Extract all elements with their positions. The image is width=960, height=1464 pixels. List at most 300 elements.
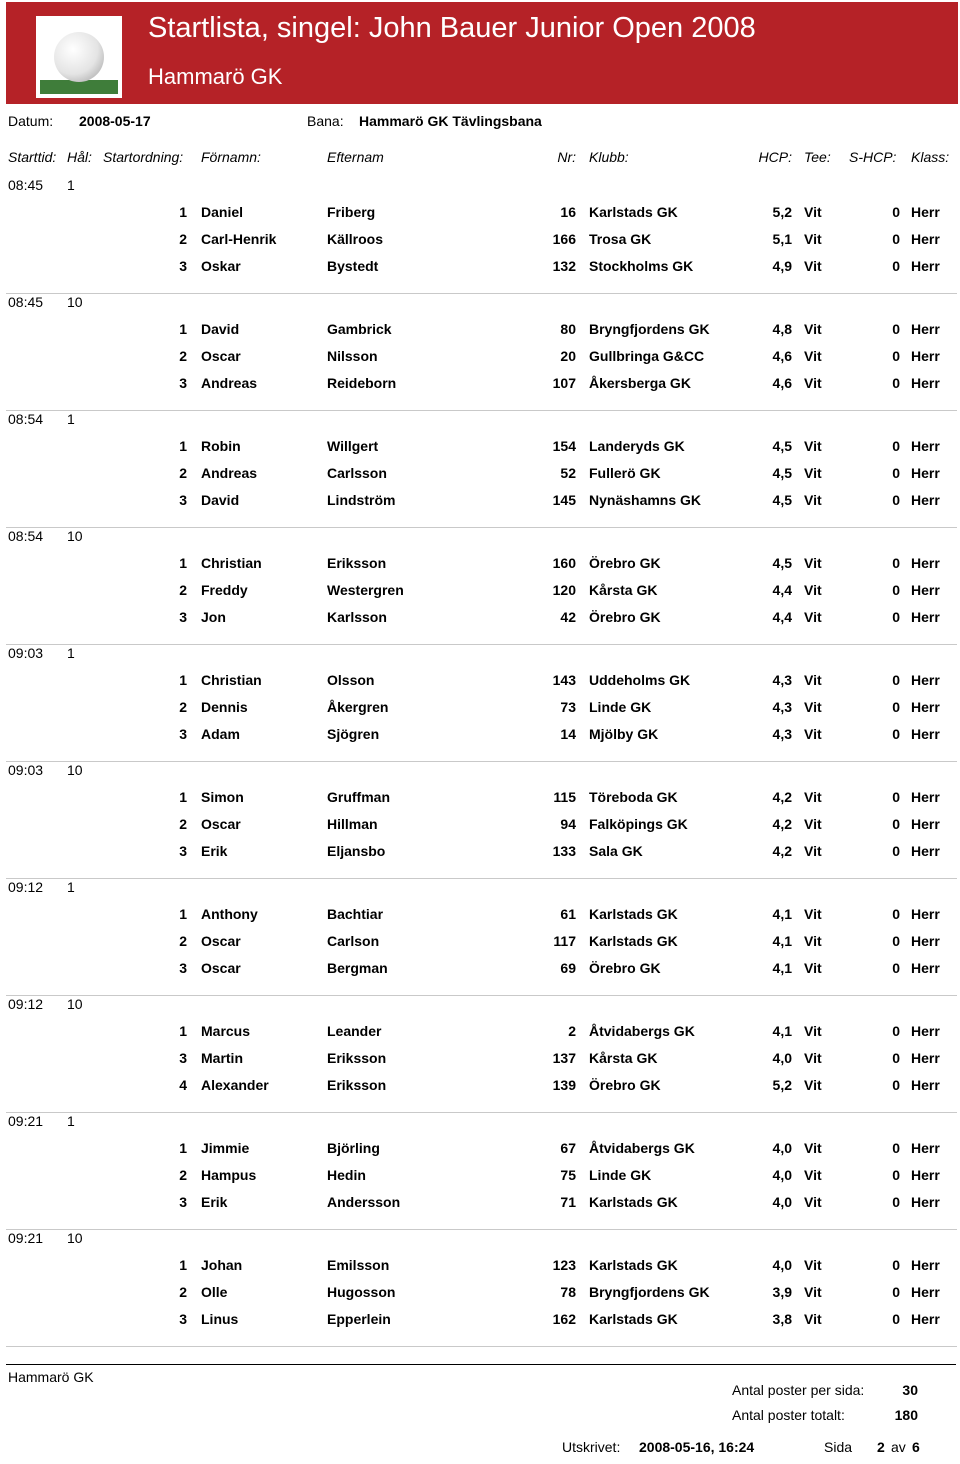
player-klubb: Linde GK xyxy=(589,1167,652,1183)
printed-value: 2008-05-16, 16:24 xyxy=(639,1439,755,1455)
player-klubb: Åtvidabergs GK xyxy=(589,1023,695,1039)
player-tee: Vit xyxy=(804,1140,822,1156)
group-start-hole: 10 xyxy=(67,294,83,310)
player-klass: Herr xyxy=(911,1257,940,1273)
player-hcp: 4,0 xyxy=(772,1050,792,1066)
player-klass: Herr xyxy=(911,1311,940,1327)
player-en: Bystedt xyxy=(327,258,379,274)
datum-label: Datum: xyxy=(8,113,54,129)
col-klass: Klass: xyxy=(911,149,950,165)
player-tee: Vit xyxy=(804,348,822,364)
player-en: Carlsson xyxy=(327,465,387,481)
player-shcp: 0 xyxy=(892,258,900,274)
player-hcp: 4,8 xyxy=(772,321,792,337)
player-tee: Vit xyxy=(804,816,822,832)
player-row xyxy=(0,258,960,276)
player-ord: 1 xyxy=(179,789,187,805)
tee-time-group xyxy=(0,177,960,294)
player-klass: Herr xyxy=(911,438,940,454)
player-en: Eriksson xyxy=(327,555,387,571)
player-hcp: 4,4 xyxy=(772,609,792,625)
player-hcp: 5,1 xyxy=(772,231,792,247)
player-klubb: Stockholms GK xyxy=(589,258,694,274)
page-total: 6 xyxy=(912,1439,920,1455)
player-tee: Vit xyxy=(804,1077,822,1093)
player-row xyxy=(0,726,960,744)
player-hcp: 4,0 xyxy=(772,1194,792,1210)
player-nr: 133 xyxy=(552,843,576,859)
tee-time-group xyxy=(0,294,960,411)
player-hcp: 4,2 xyxy=(772,843,792,859)
player-klass: Herr xyxy=(911,906,940,922)
player-tee: Vit xyxy=(804,1257,822,1273)
col-hal: Hål: xyxy=(67,149,92,165)
tee-time-group xyxy=(0,411,960,528)
player-ord: 2 xyxy=(179,1167,187,1183)
player-row xyxy=(0,348,960,366)
player-klubb: Kårsta GK xyxy=(589,1050,658,1066)
player-row xyxy=(0,321,960,339)
player-fn: Andreas xyxy=(201,375,258,391)
group-separator xyxy=(6,1346,957,1347)
player-hcp: 4,6 xyxy=(772,375,792,391)
player-ord: 2 xyxy=(179,231,187,247)
player-klass: Herr xyxy=(911,1284,940,1300)
group-start-hole: 1 xyxy=(67,1113,75,1129)
player-fn: Hampus xyxy=(201,1167,257,1183)
player-row xyxy=(0,438,960,456)
player-tee: Vit xyxy=(804,1023,822,1039)
player-ord: 1 xyxy=(179,1023,187,1039)
player-row xyxy=(0,1167,960,1185)
page-header xyxy=(6,2,958,104)
player-fn: David xyxy=(201,492,240,508)
player-en: Eljansbo xyxy=(327,843,386,859)
player-nr: 16 xyxy=(560,204,576,220)
col-tee: Tee: xyxy=(804,149,831,165)
player-nr: 73 xyxy=(560,699,576,715)
player-ord: 2 xyxy=(179,582,187,598)
player-klubb: Örebro GK xyxy=(589,960,661,976)
player-fn: Oscar xyxy=(201,816,241,832)
player-row xyxy=(0,960,960,978)
player-shcp: 0 xyxy=(892,816,900,832)
group-start-hole: 10 xyxy=(67,528,83,544)
group-start-time: 08:45 xyxy=(8,294,44,310)
player-shcp: 0 xyxy=(892,789,900,805)
player-ord: 3 xyxy=(179,609,187,625)
player-hcp: 4,1 xyxy=(772,960,792,976)
player-fn: Marcus xyxy=(201,1023,251,1039)
tee-time-group xyxy=(0,879,960,996)
group-start-hole: 10 xyxy=(67,1230,83,1246)
player-shcp: 0 xyxy=(892,1284,900,1300)
player-tee: Vit xyxy=(804,1167,822,1183)
player-fn: Martin xyxy=(201,1050,243,1066)
group-start-time: 09:21 xyxy=(8,1230,44,1246)
player-hcp: 4,9 xyxy=(772,258,792,274)
player-shcp: 0 xyxy=(892,672,900,688)
player-nr: 123 xyxy=(552,1257,576,1273)
player-hcp: 4,3 xyxy=(772,672,792,688)
player-fn: Oscar xyxy=(201,348,241,364)
player-ord: 2 xyxy=(179,465,187,481)
player-shcp: 0 xyxy=(892,1194,900,1210)
player-ord: 1 xyxy=(179,204,187,220)
player-ord: 3 xyxy=(179,258,187,274)
player-hcp: 4,5 xyxy=(772,492,792,508)
player-klass: Herr xyxy=(911,1167,940,1183)
player-hcp: 4,5 xyxy=(772,438,792,454)
player-klass: Herr xyxy=(911,1050,940,1066)
page-title: Startlista, singel: John Bauer Junior Open 2008 xyxy=(148,12,756,44)
group-start-hole: 1 xyxy=(67,645,75,661)
player-klubb: Bryngfjordens GK xyxy=(589,321,710,337)
player-en: Gruffman xyxy=(327,789,390,805)
player-hcp: 4,5 xyxy=(772,555,792,571)
player-tee: Vit xyxy=(804,843,822,859)
player-klubb: Töreboda GK xyxy=(589,789,678,805)
player-row xyxy=(0,555,960,573)
player-row xyxy=(0,231,960,249)
player-shcp: 0 xyxy=(892,1140,900,1156)
player-ord: 3 xyxy=(179,1194,187,1210)
player-nr: 117 xyxy=(553,933,576,949)
player-ord: 3 xyxy=(179,1050,187,1066)
footer-divider xyxy=(6,1364,956,1365)
player-tee: Vit xyxy=(804,1050,822,1066)
tee-time-group xyxy=(0,645,960,762)
player-nr: 2 xyxy=(568,1023,576,1039)
player-shcp: 0 xyxy=(892,960,900,976)
player-tee: Vit xyxy=(804,204,822,220)
player-en: Hillman xyxy=(327,816,378,832)
player-klubb: Bryngfjordens GK xyxy=(589,1284,710,1300)
player-ord: 1 xyxy=(179,672,187,688)
page-current: 2 xyxy=(877,1439,885,1455)
per-page-value: 30 xyxy=(902,1382,918,1398)
player-ord: 1 xyxy=(179,555,187,571)
player-shcp: 0 xyxy=(892,348,900,364)
player-hcp: 4,0 xyxy=(772,1140,792,1156)
logo-golf-ball xyxy=(54,32,104,82)
player-row xyxy=(0,699,960,717)
col-starttid: Starttid: xyxy=(8,149,57,165)
player-en: Lindström xyxy=(327,492,396,508)
player-row xyxy=(0,1023,960,1041)
player-ord: 1 xyxy=(179,1140,187,1156)
player-klass: Herr xyxy=(911,843,940,859)
player-tee: Vit xyxy=(804,672,822,688)
player-shcp: 0 xyxy=(892,1077,900,1093)
player-en: Olsson xyxy=(327,672,375,688)
player-shcp: 0 xyxy=(892,843,900,859)
printed-label: Utskrivet: xyxy=(562,1439,621,1455)
col-fornamn: Förnamn: xyxy=(201,149,261,165)
player-klass: Herr xyxy=(911,465,940,481)
player-shcp: 0 xyxy=(892,231,900,247)
player-row xyxy=(0,933,960,951)
player-klubb: Gullbringa G&CC xyxy=(589,348,705,364)
player-klass: Herr xyxy=(911,699,940,715)
player-tee: Vit xyxy=(804,1284,822,1300)
player-fn: Olle xyxy=(201,1284,228,1300)
group-start-time: 09:21 xyxy=(8,1113,44,1129)
player-en: Hugosson xyxy=(327,1284,396,1300)
player-row xyxy=(0,843,960,861)
player-klubb: Karlstads GK xyxy=(589,1194,678,1210)
player-ord: 3 xyxy=(179,960,187,976)
player-hcp: 4,1 xyxy=(772,906,792,922)
player-klubb: Kårsta GK xyxy=(589,582,658,598)
player-row xyxy=(0,1140,960,1158)
group-start-time: 08:45 xyxy=(8,177,44,193)
player-nr: 52 xyxy=(560,465,576,481)
player-klubb: Karlstads GK xyxy=(589,1311,678,1327)
player-fn: Robin xyxy=(201,438,241,454)
player-klubb: Uddeholms GK xyxy=(589,672,691,688)
player-klubb: Landeryds GK xyxy=(589,438,685,454)
player-tee: Vit xyxy=(804,258,822,274)
player-tee: Vit xyxy=(804,582,822,598)
player-klubb: Mjölby GK xyxy=(589,726,659,742)
player-nr: 162 xyxy=(552,1311,576,1327)
page-label: Sida xyxy=(824,1439,853,1455)
tee-time-group xyxy=(0,528,960,645)
player-fn: Dennis xyxy=(201,699,248,715)
player-klubb: Åtvidabergs GK xyxy=(589,1140,695,1156)
player-fn: Freddy xyxy=(201,582,248,598)
player-row xyxy=(0,1311,960,1329)
player-klass: Herr xyxy=(911,672,940,688)
player-tee: Vit xyxy=(804,699,822,715)
player-en: Bachtiar xyxy=(327,906,384,922)
player-shcp: 0 xyxy=(892,204,900,220)
player-fn: Erik xyxy=(201,843,228,859)
player-row xyxy=(0,465,960,483)
player-nr: 166 xyxy=(552,231,576,247)
player-nr: 71 xyxy=(560,1194,576,1210)
player-klubb: Karlstads GK xyxy=(589,906,678,922)
player-hcp: 4,0 xyxy=(772,1257,792,1273)
group-start-hole: 1 xyxy=(67,411,75,427)
player-shcp: 0 xyxy=(892,375,900,391)
player-shcp: 0 xyxy=(892,582,900,598)
player-fn: Carl-Henrik xyxy=(201,231,277,247)
player-shcp: 0 xyxy=(892,726,900,742)
player-nr: 139 xyxy=(552,1077,576,1093)
player-en: Karlsson xyxy=(327,609,387,625)
player-shcp: 0 xyxy=(892,321,900,337)
player-klass: Herr xyxy=(911,789,940,805)
group-start-hole: 10 xyxy=(67,762,83,778)
player-klass: Herr xyxy=(911,1140,940,1156)
player-nr: 75 xyxy=(560,1167,576,1183)
player-en: Eriksson xyxy=(327,1050,387,1066)
player-tee: Vit xyxy=(804,906,822,922)
player-nr: 80 xyxy=(560,321,576,337)
player-klass: Herr xyxy=(911,231,940,247)
player-en: Eriksson xyxy=(327,1077,387,1093)
player-nr: 20 xyxy=(560,348,576,364)
player-ord: 3 xyxy=(179,843,187,859)
total-label: Antal poster totalt: xyxy=(732,1407,845,1423)
group-start-time: 08:54 xyxy=(8,528,44,544)
player-hcp: 4,2 xyxy=(772,789,792,805)
player-fn: Erik xyxy=(201,1194,228,1210)
col-nr: Nr: xyxy=(557,149,576,165)
player-klass: Herr xyxy=(911,609,940,625)
player-fn: Anthony xyxy=(201,906,258,922)
player-en: Westergren xyxy=(327,582,404,598)
player-row xyxy=(0,1194,960,1212)
player-en: Friberg xyxy=(327,204,376,220)
player-klass: Herr xyxy=(911,726,940,742)
tee-time-group xyxy=(0,996,960,1113)
group-start-hole: 1 xyxy=(67,879,75,895)
player-nr: 132 xyxy=(552,258,576,274)
player-fn: Linus xyxy=(201,1311,239,1327)
player-fn: Oscar xyxy=(201,933,241,949)
player-en: Leander xyxy=(327,1023,382,1039)
player-ord: 2 xyxy=(179,348,187,364)
player-row xyxy=(0,672,960,690)
player-shcp: 0 xyxy=(892,1257,900,1273)
player-tee: Vit xyxy=(804,555,822,571)
player-klass: Herr xyxy=(911,321,940,337)
player-hcp: 4,5 xyxy=(772,465,792,481)
player-en: Gambrick xyxy=(327,321,392,337)
player-tee: Vit xyxy=(804,321,822,337)
player-tee: Vit xyxy=(804,1311,822,1327)
player-fn: Andreas xyxy=(201,465,258,481)
player-shcp: 0 xyxy=(892,906,900,922)
player-hcp: 4,0 xyxy=(772,1167,792,1183)
bana-label: Bana: xyxy=(307,113,344,129)
datum-value: 2008-05-17 xyxy=(79,113,151,129)
player-klubb: Nynäshamns GK xyxy=(589,492,702,508)
player-shcp: 0 xyxy=(892,465,900,481)
player-tee: Vit xyxy=(804,960,822,976)
player-klass: Herr xyxy=(911,816,940,832)
col-hcp: HCP: xyxy=(758,149,792,165)
player-hcp: 4,1 xyxy=(772,933,792,949)
player-fn: Jimmie xyxy=(201,1140,250,1156)
player-tee: Vit xyxy=(804,492,822,508)
player-row xyxy=(0,906,960,924)
player-hcp: 4,2 xyxy=(772,816,792,832)
player-en: Hedin xyxy=(327,1167,366,1183)
player-klass: Herr xyxy=(911,258,940,274)
player-nr: 67 xyxy=(560,1140,576,1156)
player-hcp: 4,6 xyxy=(772,348,792,364)
player-shcp: 0 xyxy=(892,438,900,454)
player-fn: Adam xyxy=(201,726,240,742)
player-klass: Herr xyxy=(911,555,940,571)
player-klass: Herr xyxy=(911,492,940,508)
group-start-time: 09:12 xyxy=(8,996,44,1012)
player-klass: Herr xyxy=(911,1077,940,1093)
player-en: Åkergren xyxy=(327,699,389,715)
player-shcp: 0 xyxy=(892,492,900,508)
player-klubb: Örebro GK xyxy=(589,1077,661,1093)
col-efternamn: Efternam xyxy=(327,149,384,165)
player-tee: Vit xyxy=(804,438,822,454)
player-ord: 3 xyxy=(179,1311,187,1327)
player-en: Källroos xyxy=(327,231,384,247)
player-row xyxy=(0,1050,960,1068)
player-ord: 1 xyxy=(179,906,187,922)
player-nr: 154 xyxy=(552,438,576,454)
tee-time-group xyxy=(0,762,960,879)
player-row xyxy=(0,582,960,600)
player-ord: 3 xyxy=(179,492,187,508)
player-klubb: Karlstads GK xyxy=(589,204,678,220)
player-shcp: 0 xyxy=(892,933,900,949)
player-klubb: Falköpings GK xyxy=(589,816,688,832)
player-fn: Alexander xyxy=(201,1077,269,1093)
player-nr: 143 xyxy=(552,672,576,688)
player-hcp: 5,2 xyxy=(772,204,792,220)
col-klubb: Klubb: xyxy=(589,149,629,165)
page-of: av xyxy=(891,1439,906,1455)
player-nr: 94 xyxy=(560,816,576,832)
player-fn: Daniel xyxy=(201,204,244,220)
player-nr: 14 xyxy=(560,726,576,742)
player-klubb: Linde GK xyxy=(589,699,652,715)
player-ord: 1 xyxy=(179,1257,187,1273)
group-start-time: 09:03 xyxy=(8,762,44,778)
col-startordning: Startordning: xyxy=(103,149,184,165)
player-row xyxy=(0,492,960,510)
player-ord: 2 xyxy=(179,1284,187,1300)
player-shcp: 0 xyxy=(892,555,900,571)
player-row xyxy=(0,1284,960,1302)
bana-value: Hammarö GK Tävlingsbana xyxy=(359,113,542,129)
per-page-label: Antal poster per sida: xyxy=(732,1382,865,1398)
player-en: Bergman xyxy=(327,960,388,976)
player-klass: Herr xyxy=(911,960,940,976)
player-hcp: 4,3 xyxy=(772,699,792,715)
player-row xyxy=(0,816,960,834)
player-nr: 61 xyxy=(560,906,576,922)
player-shcp: 0 xyxy=(892,609,900,625)
player-row xyxy=(0,789,960,807)
player-fn: Christian xyxy=(201,672,262,688)
player-klubb: Örebro GK xyxy=(589,555,661,571)
player-klass: Herr xyxy=(911,375,940,391)
total-value: 180 xyxy=(894,1407,918,1423)
player-klubb: Örebro GK xyxy=(589,609,661,625)
player-tee: Vit xyxy=(804,465,822,481)
player-row xyxy=(0,1257,960,1275)
player-shcp: 0 xyxy=(892,1167,900,1183)
group-start-time: 09:12 xyxy=(8,879,44,895)
player-ord: 3 xyxy=(179,726,187,742)
player-row xyxy=(0,204,960,222)
col-shcp: S-HCP: xyxy=(849,149,897,165)
player-klass: Herr xyxy=(911,933,940,949)
player-fn: Oscar xyxy=(201,960,241,976)
player-nr: 78 xyxy=(560,1284,576,1300)
player-klass: Herr xyxy=(911,204,940,220)
player-klass: Herr xyxy=(911,1194,940,1210)
player-en: Nilsson xyxy=(327,348,378,364)
player-hcp: 5,2 xyxy=(772,1077,792,1093)
logo-grass xyxy=(40,80,118,94)
tee-time-group xyxy=(0,1230,960,1347)
player-hcp: 4,3 xyxy=(772,726,792,742)
